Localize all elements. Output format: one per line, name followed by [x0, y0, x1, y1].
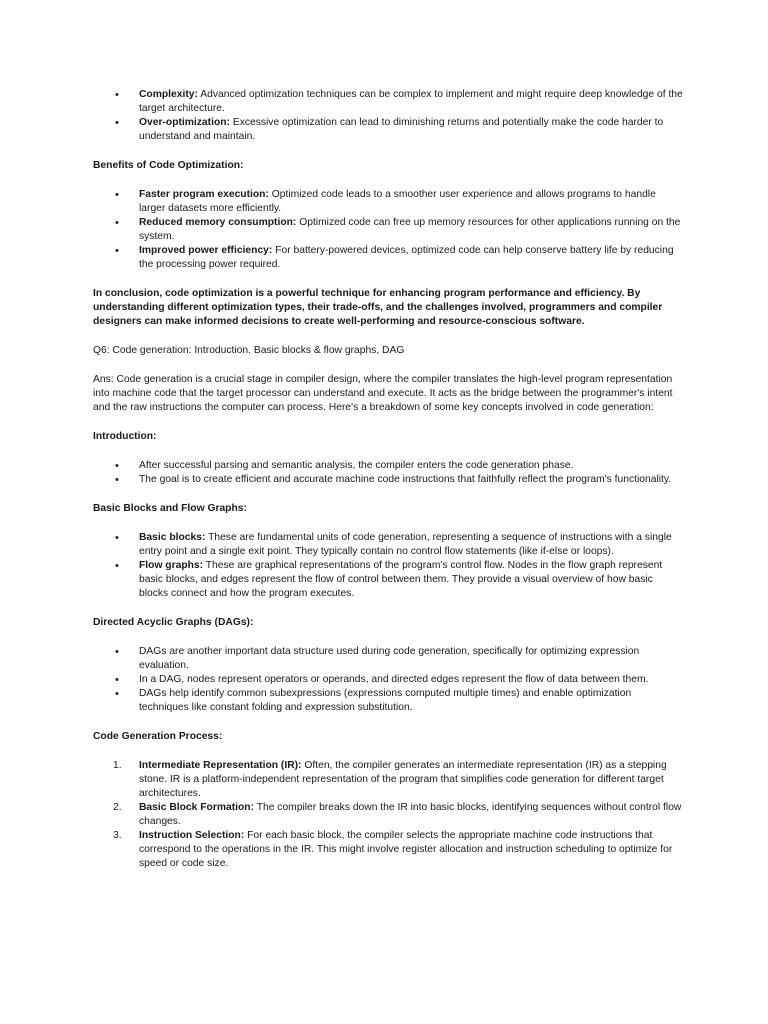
document-page: [93, 88, 683, 871]
list-item: 1. Intermediate Representation (IR): Often, the compiler generates an intermediate representation (IR) as a stepping stone. IR is a platform-independent representation of the program that simplifies code generation for different target architectures.: [113, 760, 667, 799]
list-item: • DAGs are another important data structure used during code generation, specifically for optimizing expression evaluation.: [93, 645, 683, 673]
benefits-heading: Benefits of Code Optimization:: [93, 160, 244, 171]
process-list: [93, 759, 683, 871]
benefits-list: [93, 188, 683, 272]
list-item: 2. Basic Block Formation: The compiler breaks down the IR into basic blocks, identifying sequences without control flow changes.: [113, 802, 682, 827]
introduction-list: [93, 459, 683, 487]
challenges-list: [93, 88, 683, 144]
list-item: • The goal is to create efficient and accurate machine code instructions that faithfully reflect the program's functionality.: [93, 473, 683, 487]
list-item: • DAGs help identify common subexpressions (expressions computed multiple times) and enable optimization techniques like constant folding and expression substitution.: [93, 687, 683, 715]
list-item: • Basic blocks: These are fundamental units of code generation, representing a sequence of instructions with a single entry point and a single exit point. They typically contain no control flow statements (like if-else or loops).: [93, 531, 683, 559]
dags-list: [93, 645, 683, 715]
question-line: Q6: Code generation: Introduction. Basic blocks & flow graphs, DAG: [93, 345, 405, 356]
list-item: • Over-optimization: Excessive optimization can lead to diminishing returns and potentially make the code harder to understand and maintain.: [93, 116, 683, 144]
list-item: • Faster program execution: Optimized code leads to a smoother user experience and allows programs to handle larger datasets more efficiently.: [93, 188, 683, 216]
list-item: 3. Instruction Selection: For each basic block, the compiler selects the appropriate machine code instructions that correspond to the operations in the IR. This might involve register allocation and instruction scheduling to optimize for speed or code size.: [113, 830, 673, 869]
list-item: • Complexity: Advanced optimization techniques can be complex to implement and might require deep knowledge of the target architecture.: [93, 88, 683, 116]
basic-blocks-list: [93, 531, 683, 601]
introduction-heading: Introduction:: [93, 431, 157, 442]
list-item: • In a DAG, nodes represent operators or operands, and directed edges represent the flow of data between them.: [93, 673, 683, 687]
list-item: • Flow graphs: These are graphical representations of the program's control flow. Nodes in the flow graph represent basic blocks, and edges represent the flow of control between them. They provide a visual overview of how basic blocks connect and how the program executes.: [93, 559, 683, 601]
list-item: • Improved power efficiency: For battery-powered devices, optimized code can help conserve battery life by reducing the processing power required.: [93, 244, 683, 272]
answer-paragraph: Ans: Code generation is a crucial stage in compiler design, where the compiler translates the high-level program representation into machine code that the target processor can understand and execute. It acts as the bridge between the programmer's intent and the raw instructions the computer can process. Here's a breakdown of some key concepts involved in code generation:: [93, 374, 673, 413]
list-item: • Reduced memory consumption: Optimized code can free up memory resources for other applications running on the system.: [93, 216, 683, 244]
conclusion-paragraph: In conclusion, code optimization is a powerful technique for enhancing program performance and efficiency. By understanding different optimization types, their trade-offs, and the challenges involved, programmers and compiler designers can make informed decisions to create well-performing and resource-conscious software.: [93, 288, 663, 327]
list-item: • After successful parsing and semantic analysis, the compiler enters the code generation phase.: [93, 459, 683, 473]
process-heading: Code Generation Process:: [93, 731, 223, 742]
dags-heading: Directed Acyclic Graphs (DAGs):: [93, 617, 254, 628]
basic-blocks-heading: Basic Blocks and Flow Graphs:: [93, 503, 247, 514]
